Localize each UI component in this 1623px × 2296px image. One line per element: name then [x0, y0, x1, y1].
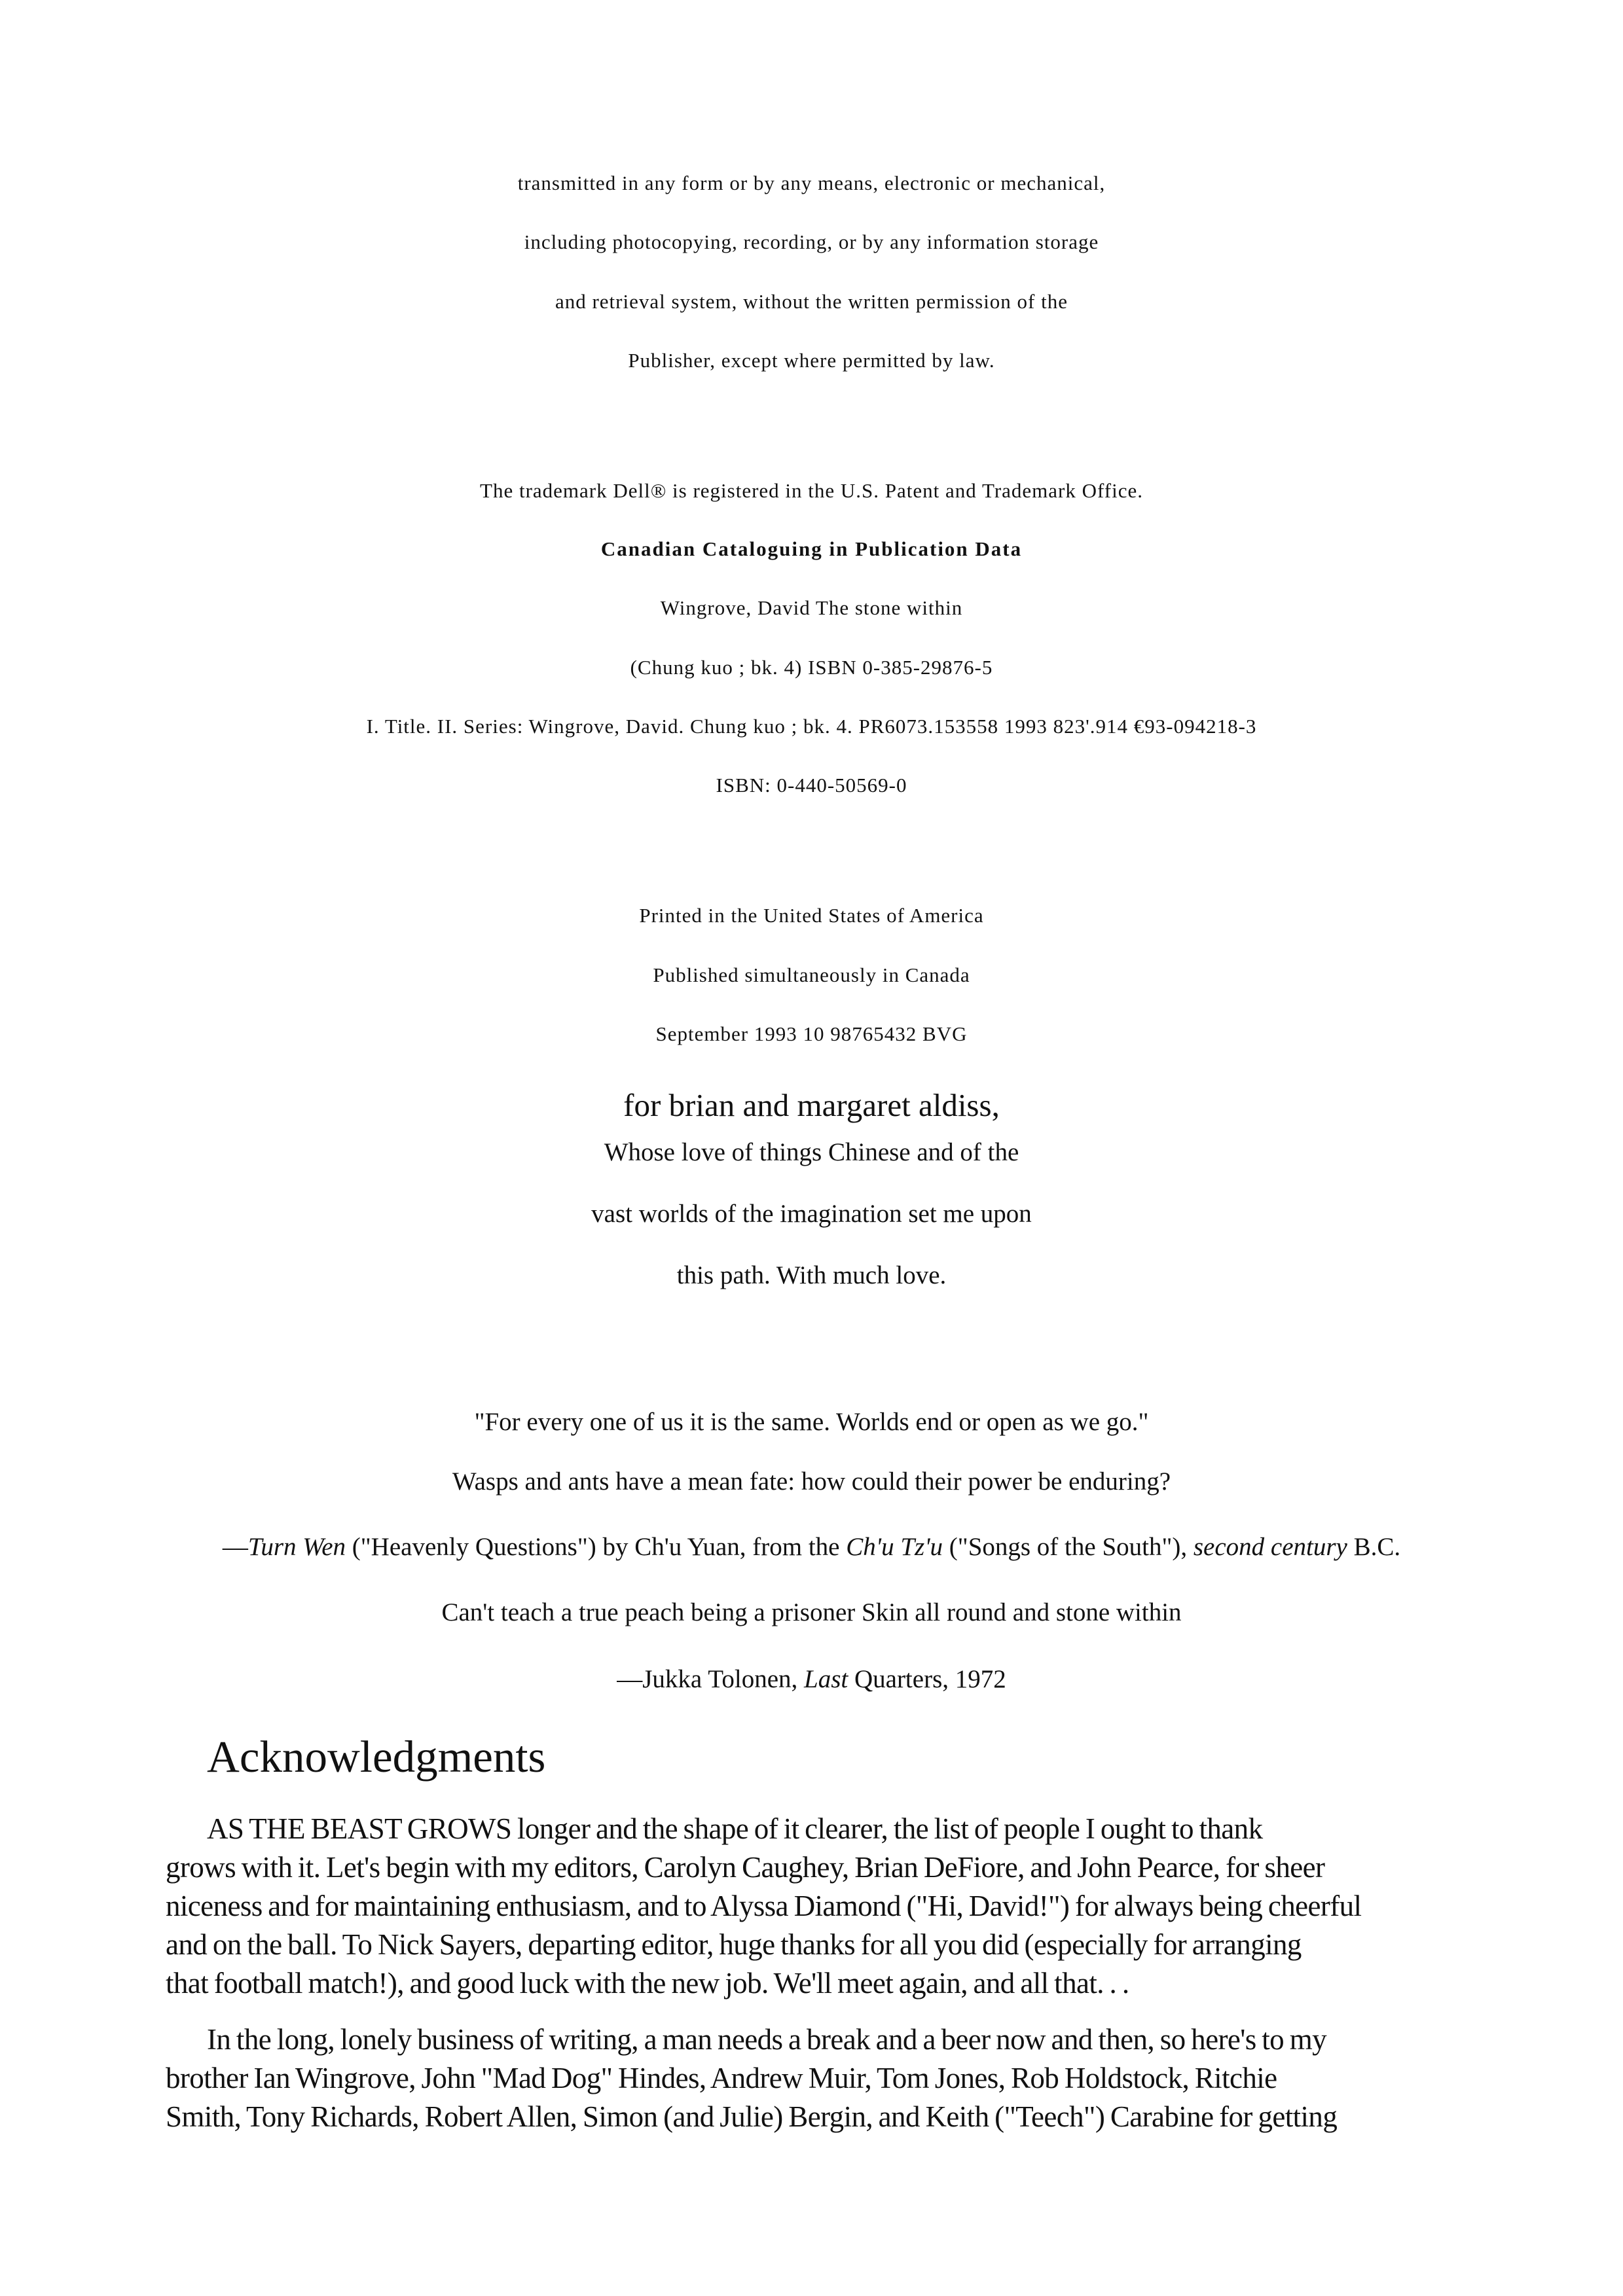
attribution-dash: —: [617, 1665, 643, 1693]
printed-in: Printed in the United States of America: [639, 904, 984, 927]
acknowledgments-paragraph-1: [166, 1810, 1468, 2003]
dedication-line-1: Whose love of things Chinese and of the: [604, 1138, 1019, 1166]
paragraph-line: that football match!), and good luck with the new job. We'll meet again, and all that. . .: [166, 1967, 1129, 2000]
paragraph-line: Smith, Tony Richards, Robert Allen, Simon (and Julie) Bergin, and Keith ("Teech") Carabine for getting: [166, 2100, 1338, 2133]
attribution-author: Jukka Tolonen,: [642, 1665, 805, 1693]
paragraph-line: AS THE BEAST GROWS longer and the shape of it clearer, the list of people I ought to thank: [207, 1812, 1263, 1845]
epigraph-quote-3: Can't teach a true peach being a prisoner Skin all round and stone within: [441, 1598, 1182, 1626]
cataloguing-entry: Wingrove, David The stone within: [660, 596, 963, 619]
attribution-text: Quarters, 1972: [848, 1665, 1006, 1693]
epigraph-attribution-2: [0, 1664, 1623, 1694]
attribution-era: second century: [1193, 1533, 1347, 1561]
dedication-line-2: vast worlds of the imagination set me upon: [591, 1200, 1032, 1228]
attribution-text: B.C.: [1347, 1533, 1401, 1561]
cataloguing-heading: Canadian Cataloguing in Publication Data: [600, 537, 1023, 560]
paragraph-line: In the long, lonely business of writing, a man needs a break and a beer now and then, so here's to my: [207, 2023, 1327, 2056]
cataloguing-classification: I. Title. II. Series: Wingrove, David. Chung kuo ; bk. 4. PR6073.153558 1993 823'.914 €93-094218-3: [366, 715, 1257, 738]
copyright-line-4: Publisher, except where permitted by law.: [628, 349, 995, 372]
attribution-dash: —: [222, 1533, 248, 1561]
attribution-collection: Ch'u Tz'u: [846, 1533, 943, 1561]
paragraph-line: and on the ball. To Nick Sayers, departing editor, huge thanks for all you did (especially for arranging: [166, 1928, 1302, 1961]
dedication-title: for brian and margaret aldiss,: [623, 1087, 1000, 1123]
attribution-text: ("Heavenly Questions") by Ch'u Yuan, from the: [346, 1533, 847, 1561]
attribution-text: ("Songs of the South"),: [943, 1533, 1194, 1561]
paragraph-line: brother Ian Wingrove, John "Mad Dog" Hindes, Andrew Muir, Tom Jones, Rob Holdstock, Ritchie: [166, 2062, 1277, 2094]
attribution-work: Turn Wen: [247, 1533, 346, 1561]
dedication-line-3: this path. With much love.: [676, 1261, 947, 1289]
epigraph-attribution-1: [0, 1532, 1623, 1562]
cataloguing-series-isbn: (Chung kuo ; bk. 4) ISBN 0-385-29876-5: [630, 656, 993, 679]
copyright-line-1: transmitted in any form or by any means, electronic or mechanical,: [517, 171, 1106, 194]
copyright-line-3: and retrieval system, without the written permission of the: [555, 290, 1068, 313]
trademark-notice: The trademark Dell® is registered in the U.S. Patent and Trademark Office.: [480, 479, 1143, 502]
paragraph-line: niceness and for maintaining enthusiasm, and to Alyssa Diamond ("Hi, David!") for always being cheerful: [166, 1890, 1362, 1922]
paragraph-line: grows with it. Let's begin with my editors, Carolyn Caughey, Brian DeFiore, and John Pearce, for sheer: [166, 1851, 1325, 1884]
attribution-work: Last: [804, 1665, 848, 1693]
published-in: Published simultaneously in Canada: [653, 963, 970, 986]
epigraph-quote-2: Wasps and ants have a mean fate: how could their power be enduring?: [452, 1467, 1171, 1496]
epigraph-quote-1: "For every one of us it is the same. Worlds end or open as we go.": [474, 1408, 1149, 1436]
acknowledgments-heading: Acknowledgments: [207, 1732, 546, 1782]
cataloguing-isbn: ISBN: 0-440-50569-0: [716, 774, 907, 797]
acknowledgments-paragraph-2: [166, 2020, 1468, 2136]
copyright-line-2: including photocopying, recording, or by any information storage: [524, 230, 1099, 253]
edition-line: September 1993 10 98765432 BVG: [655, 1022, 968, 1045]
